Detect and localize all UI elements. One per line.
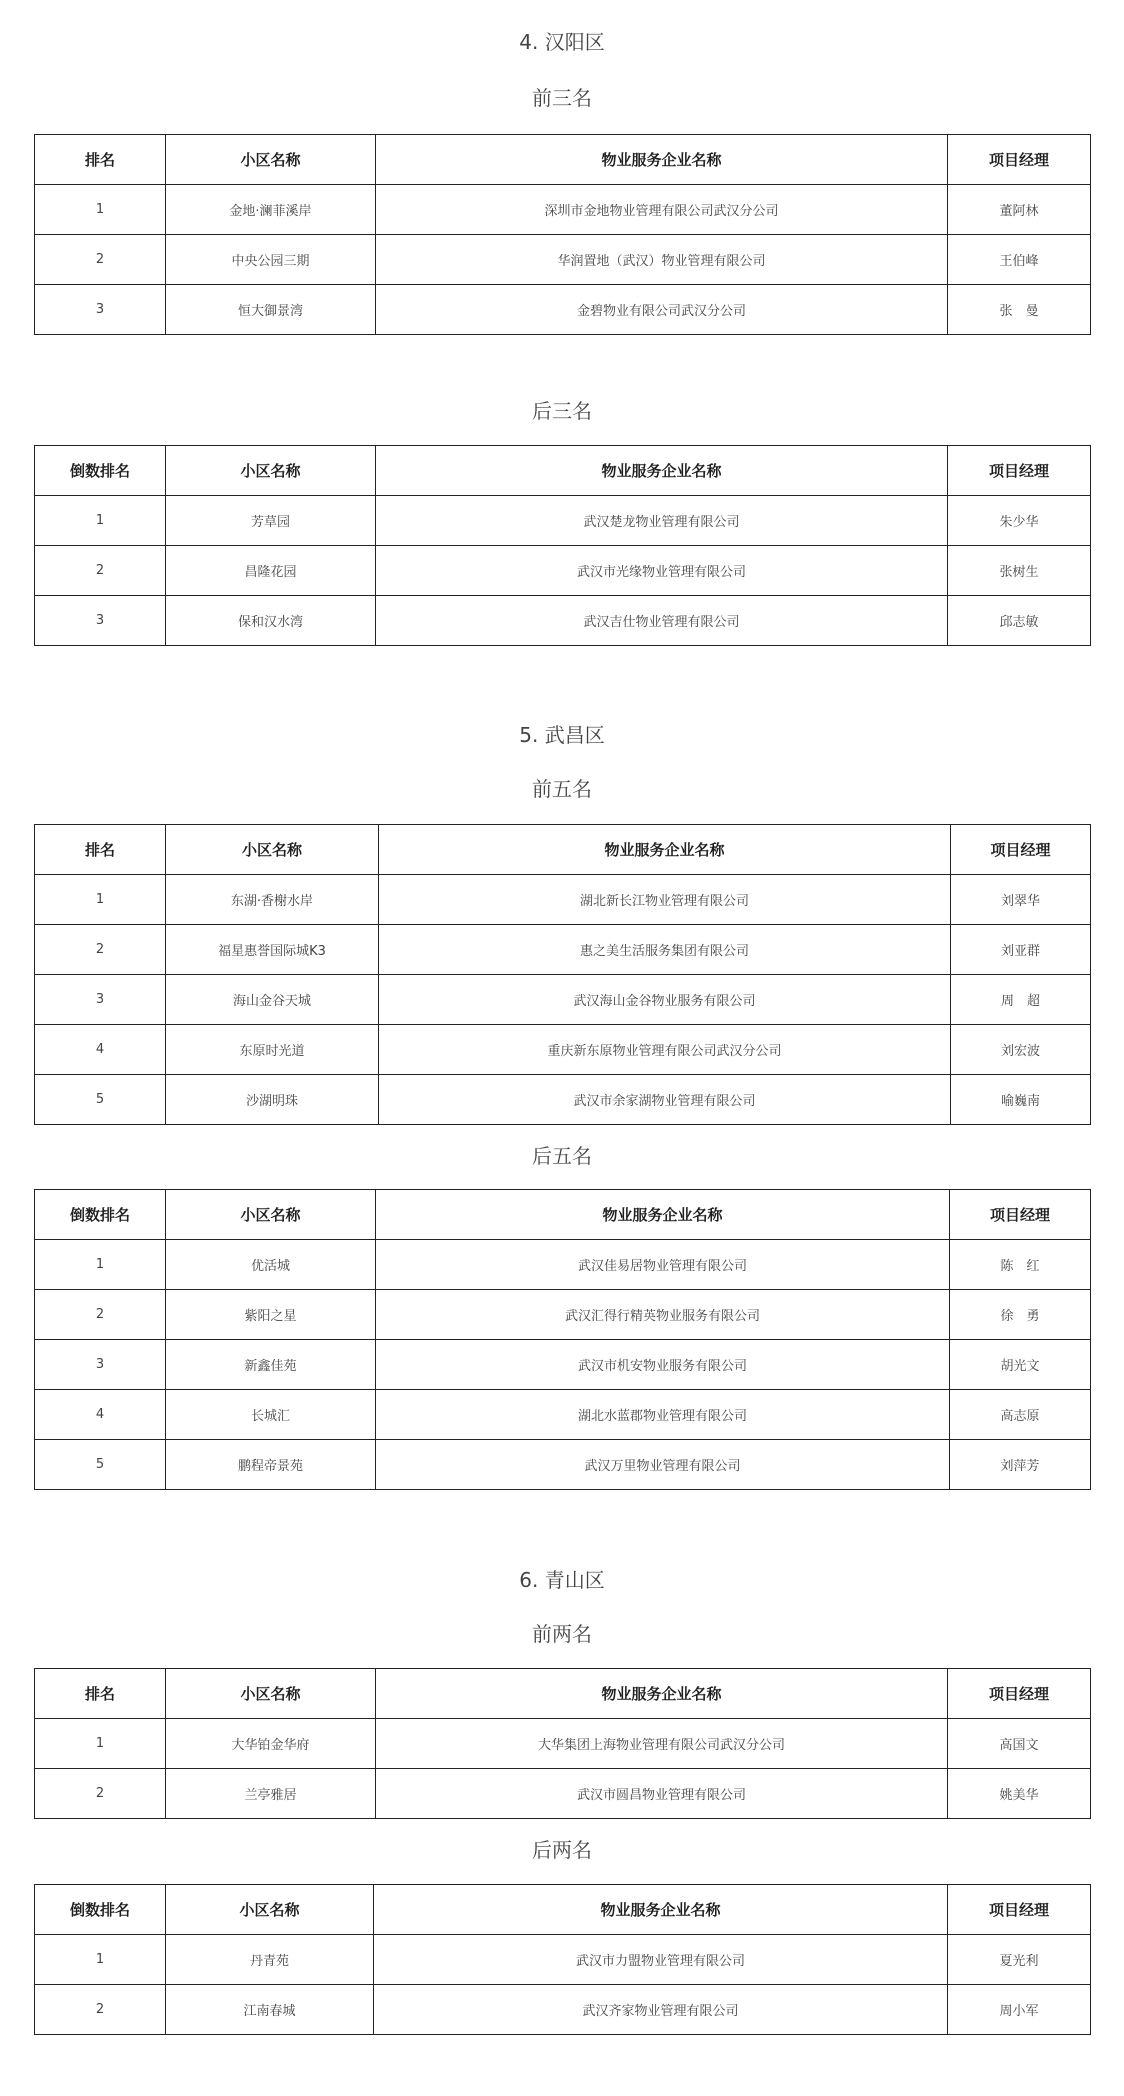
col-header-company: 物业服务企业名称: [376, 446, 948, 496]
table-row: [35, 235, 1091, 285]
cell-manager: 周 超: [951, 975, 1091, 1025]
cell-rank: 3: [35, 596, 166, 646]
ranking-table-wuchang-top: [34, 824, 1091, 1125]
cell-company: 惠之美生活服务集团有限公司: [379, 925, 951, 975]
cell-manager: 张树生: [948, 546, 1091, 596]
cell-community: 丹青苑: [166, 1935, 374, 1985]
cell-manager: 刘亚群: [951, 925, 1091, 975]
table-heading-wuchang-top: 前五名: [532, 777, 592, 801]
cell-rank: 4: [35, 1390, 166, 1440]
col-header-manager: 项目经理: [948, 446, 1091, 496]
col-header-rank: 排名: [35, 1669, 166, 1719]
table-row: [35, 1075, 1091, 1125]
table-row: [35, 1340, 1091, 1390]
cell-company: 武汉海山金谷物业服务有限公司: [379, 975, 951, 1025]
cell-company: 湖北新长江物业管理有限公司: [379, 875, 951, 925]
table-header-row: [35, 446, 1091, 496]
col-header-company: 物业服务企业名称: [376, 1190, 950, 1240]
table-row: [35, 1025, 1091, 1075]
col-header-community: 小区名称: [166, 1190, 376, 1240]
cell-manager: 周小军: [948, 1985, 1091, 2035]
cell-company: 武汉齐家物业管理有限公司: [374, 1985, 948, 2035]
col-header-manager: 项目经理: [948, 135, 1091, 185]
cell-community: 优活城: [166, 1240, 376, 1290]
cell-company: 武汉市机安物业服务有限公司: [376, 1340, 950, 1390]
cell-manager: 刘翠华: [951, 875, 1091, 925]
cell-rank: 2: [35, 925, 166, 975]
cell-community: 长城汇: [166, 1390, 376, 1440]
cell-company: 华润置地（武汉）物业管理有限公司: [376, 235, 948, 285]
cell-community: 鹏程帝景苑: [166, 1440, 376, 1490]
cell-rank: 2: [35, 1769, 166, 1819]
table-header-row: [35, 135, 1091, 185]
col-header-community: 小区名称: [166, 825, 379, 875]
cell-company: 武汉市力盟物业管理有限公司: [374, 1935, 948, 1985]
cell-company: 武汉市圆昌物业管理有限公司: [376, 1769, 948, 1819]
table-row: [35, 1769, 1091, 1819]
cell-manager: 张 曼: [948, 285, 1091, 335]
section-title-qingshan: 6. 青山区: [519, 1568, 605, 1592]
cell-community: 东湖·香榭水岸: [166, 875, 379, 925]
cell-manager: 徐 勇: [950, 1290, 1091, 1340]
table-heading-hanyang-bottom: 后三名: [532, 399, 592, 423]
col-header-rank: 倒数排名: [35, 446, 166, 496]
cell-rank: 5: [35, 1440, 166, 1490]
cell-manager: 朱少华: [948, 496, 1091, 546]
col-header-manager: 项目经理: [948, 1669, 1091, 1719]
cell-rank: 1: [35, 1719, 166, 1769]
table-row: [35, 285, 1091, 335]
cell-community: 福星惠誉国际城K3: [166, 925, 379, 975]
table-heading-qingshan-top: 前两名: [532, 1622, 592, 1646]
cell-company: 重庆新东原物业管理有限公司武汉分公司: [379, 1025, 951, 1075]
cell-company: 武汉市光缘物业管理有限公司: [376, 546, 948, 596]
table-row: [35, 185, 1091, 235]
cell-manager: 姚美华: [948, 1769, 1091, 1819]
col-header-community: 小区名称: [166, 446, 376, 496]
cell-manager: 董阿林: [948, 185, 1091, 235]
cell-company: 湖北水蓝郡物业管理有限公司: [376, 1390, 950, 1440]
cell-community: 金地·澜菲溪岸: [166, 185, 376, 235]
table-row: [35, 596, 1091, 646]
col-header-manager: 项目经理: [950, 1190, 1091, 1240]
table-heading-qingshan-bottom: 后两名: [532, 1838, 592, 1862]
cell-company: 武汉市余家湖物业管理有限公司: [379, 1075, 951, 1125]
cell-company: 武汉楚龙物业管理有限公司: [376, 496, 948, 546]
table-row: [35, 1240, 1091, 1290]
section-title-hanyang: 4. 汉阳区: [519, 30, 605, 54]
col-header-rank: 倒数排名: [35, 1885, 166, 1935]
table-row: [35, 546, 1091, 596]
cell-rank: 4: [35, 1025, 166, 1075]
table-row: [35, 1440, 1091, 1490]
cell-community: 大华铂金华府: [166, 1719, 376, 1769]
cell-company: 武汉佳易居物业管理有限公司: [376, 1240, 950, 1290]
cell-rank: 2: [35, 1985, 166, 2035]
cell-company: 大华集团上海物业管理有限公司武汉分公司: [376, 1719, 948, 1769]
cell-community: 保和汉水湾: [166, 596, 376, 646]
cell-company: 武汉万里物业管理有限公司: [376, 1440, 950, 1490]
cell-community: 兰亭雅居: [166, 1769, 376, 1819]
col-header-manager: 项目经理: [951, 825, 1091, 875]
cell-community: 中央公园三期: [166, 235, 376, 285]
ranking-table-qingshan-top: [34, 1668, 1091, 1819]
cell-rank: 3: [35, 285, 166, 335]
table-header-row: [35, 1885, 1091, 1935]
cell-rank: 1: [35, 875, 166, 925]
cell-rank: 1: [35, 185, 166, 235]
table-heading-wuchang-bottom: 后五名: [532, 1144, 592, 1168]
cell-community: 恒大御景湾: [166, 285, 376, 335]
cell-manager: 夏光利: [948, 1935, 1091, 1985]
cell-company: 金碧物业有限公司武汉分公司: [376, 285, 948, 335]
cell-rank: 5: [35, 1075, 166, 1125]
cell-company: 武汉吉仕物业管理有限公司: [376, 596, 948, 646]
section-title-wuchang: 5. 武昌区: [519, 723, 605, 747]
table-row: [35, 1390, 1091, 1440]
cell-community: 新鑫佳苑: [166, 1340, 376, 1390]
cell-rank: 1: [35, 496, 166, 546]
cell-rank: 2: [35, 235, 166, 285]
ranking-table-qingshan-bottom: [34, 1884, 1091, 2035]
col-header-community: 小区名称: [166, 1885, 374, 1935]
col-header-company: 物业服务企业名称: [374, 1885, 948, 1935]
table-row: [35, 1290, 1091, 1340]
cell-manager: 喻巍南: [951, 1075, 1091, 1125]
cell-rank: 2: [35, 1290, 166, 1340]
cell-manager: 刘萍芳: [950, 1440, 1091, 1490]
cell-manager: 刘宏波: [951, 1025, 1091, 1075]
cell-manager: 高志原: [950, 1390, 1091, 1440]
cell-community: 东原时光道: [166, 1025, 379, 1075]
cell-company: 深圳市金地物业管理有限公司武汉分公司: [376, 185, 948, 235]
cell-community: 沙湖明珠: [166, 1075, 379, 1125]
cell-rank: 2: [35, 546, 166, 596]
col-header-company: 物业服务企业名称: [376, 135, 948, 185]
col-header-rank: 排名: [35, 135, 166, 185]
col-header-rank: 倒数排名: [35, 1190, 166, 1240]
cell-manager: 邱志敏: [948, 596, 1091, 646]
table-heading-hanyang-top: 前三名: [532, 86, 592, 110]
cell-community: 江南春城: [166, 1985, 374, 2035]
col-header-rank: 排名: [35, 825, 166, 875]
cell-manager: 胡光文: [950, 1340, 1091, 1390]
cell-company: 武汉汇得行精英物业服务有限公司: [376, 1290, 950, 1340]
cell-community: 海山金谷天城: [166, 975, 379, 1025]
col-header-company: 物业服务企业名称: [379, 825, 951, 875]
table-row: [35, 875, 1091, 925]
col-header-community: 小区名称: [166, 135, 376, 185]
ranking-table-hanyang-top: [34, 134, 1091, 335]
table-row: [35, 975, 1091, 1025]
cell-community: 紫阳之星: [166, 1290, 376, 1340]
cell-rank: 1: [35, 1935, 166, 1985]
cell-rank: 1: [35, 1240, 166, 1290]
table-row: [35, 1719, 1091, 1769]
col-header-community: 小区名称: [166, 1669, 376, 1719]
table-row: [35, 1985, 1091, 2035]
ranking-table-wuchang-bottom: [34, 1189, 1091, 1490]
cell-manager: 王伯峰: [948, 235, 1091, 285]
table-row: [35, 925, 1091, 975]
cell-manager: 高国文: [948, 1719, 1091, 1769]
table-row: [35, 496, 1091, 546]
table-row: [35, 1935, 1091, 1985]
cell-manager: 陈 红: [950, 1240, 1091, 1290]
col-header-manager: 项目经理: [948, 1885, 1091, 1935]
table-header-row: [35, 1190, 1091, 1240]
table-header-row: [35, 1669, 1091, 1719]
cell-rank: 3: [35, 1340, 166, 1390]
table-header-row: [35, 825, 1091, 875]
cell-community: 芳草园: [166, 496, 376, 546]
ranking-table-hanyang-bottom: [34, 445, 1091, 646]
cell-rank: 3: [35, 975, 166, 1025]
col-header-company: 物业服务企业名称: [376, 1669, 948, 1719]
cell-community: 昌隆花园: [166, 546, 376, 596]
